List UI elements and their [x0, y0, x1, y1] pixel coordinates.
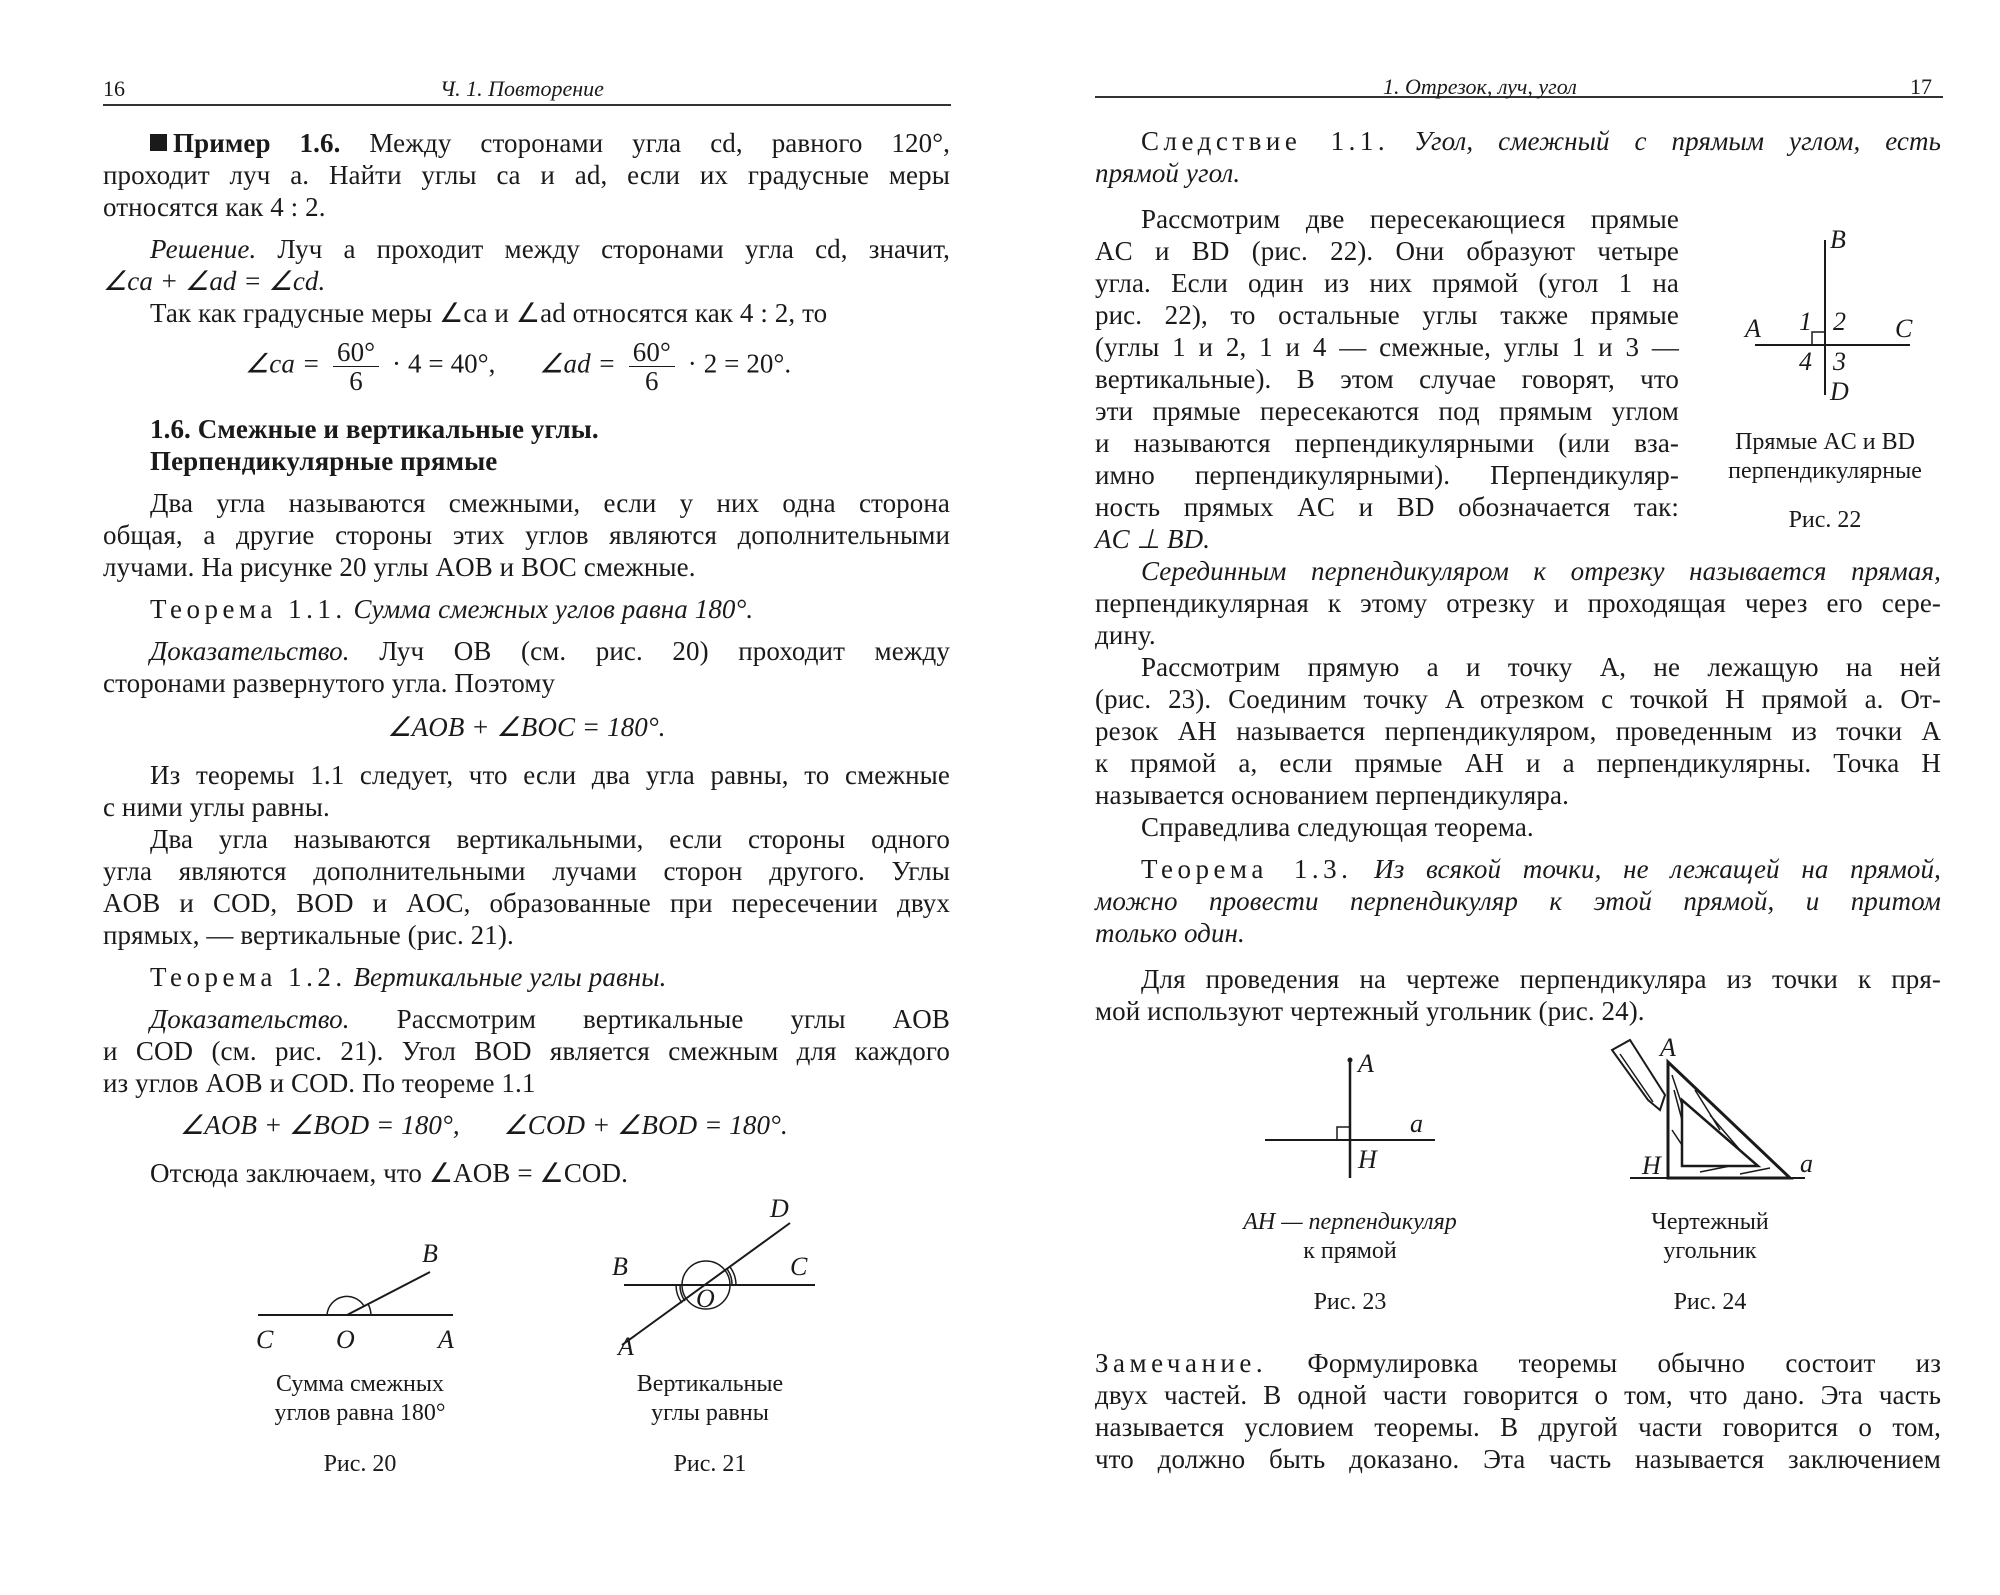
solution-line-2: ∠ca + ∠ad = ∠cd. [103, 266, 326, 296]
section-title-line-1: 1.6. Смежные и вертикальные углы. [150, 414, 599, 444]
example-marker-icon [150, 134, 167, 151]
para-perp-line-2: AC и BD (рис. 22). Они образуют четыре [1095, 236, 1679, 266]
para-consequence-line-1: Из теоремы 1.1 следует, что если два угла равны, то смежные [150, 760, 950, 790]
para-perp-line-7: эти прямые пересекаются под прямым углом [1095, 396, 1679, 426]
header-rule [103, 104, 951, 106]
para-perp-line-5: (углы 1 и 2, 1 и 4 — смежные, углы 1 и 3 — [1095, 332, 1679, 362]
fig23-number: Рис. 23 [1313, 1289, 1387, 1315]
para-point-line-5: называется основанием перпендикуляра. [1095, 780, 1569, 810]
proof-1-line-2: сторонами развернутого угла. Поэтому [103, 668, 556, 698]
angle-arc [327, 1296, 364, 1315]
example-line-3: относятся как 4 : 2. [103, 192, 326, 222]
para-perp-line-3: угла. Если один из них прямой (угол 1 на [1095, 268, 1679, 298]
para-adjacent-line-3: лучами. На рисунке 20 углы AOB и BOC смежные. [103, 552, 696, 582]
fig20-label-b: B [422, 1240, 438, 1268]
fig22-label-a: A [1745, 314, 1761, 343]
figure-20 [250, 1240, 470, 1360]
figure-22 [1735, 220, 1935, 410]
solution-text: Луч a проходит между сторонами угла cd, значит, [277, 234, 950, 264]
proof-label: Доказательство. [150, 636, 350, 666]
para-vertical-line-2: угла являются дополнительными лучами сторон другого. Углы [103, 856, 950, 886]
fig23-label-a-point: A [1358, 1049, 1374, 1078]
fig24-caption-line-2: угольник [1663, 1238, 1757, 1264]
theorem-label: Теорема 1.1. [150, 594, 347, 624]
fig23-label-a-line: a [1410, 1109, 1423, 1138]
pencil-icon [1612, 1040, 1665, 1110]
figure-23 [1250, 1030, 1450, 1205]
fig22-label-b: B [1830, 225, 1846, 254]
theorem-1-1 [150, 594, 753, 626]
theorem-label: Теорема 1.2. [150, 962, 347, 992]
para-vertical-line-3: AOB и COD, BOD и AOC, образованные при пересечении двух [103, 888, 950, 918]
para-perp-line-11: AC ⊥ BD. [1095, 524, 1211, 554]
example-label: Пример 1.6. [173, 128, 341, 158]
para-perp-line-8: и называются перпендикулярными (или вза- [1095, 428, 1679, 458]
proof-text: Рассмотрим вертикальные углы AOB [396, 1004, 950, 1034]
fig20-caption-line-1: Сумма смежных [276, 1371, 444, 1397]
fig22-label-c: C [1895, 314, 1913, 343]
para-vertical-line-1: Два угла называются вертикальными, если стороны одного [150, 824, 950, 854]
section-title-line-2: Перпендикулярные прямые [150, 446, 498, 476]
fig20-number: Рис. 20 [323, 1451, 397, 1477]
theorem-1-3-line-3: только один. [1095, 918, 1245, 948]
fig22-caption-line-2: перпендикулярные [1728, 458, 1922, 484]
right-page [1000, 0, 2000, 1595]
fig21-caption-line-1: Вертикальные [636, 1371, 784, 1397]
para-point-line-1: Рассмотрим прямую a и точку A, не лежащую на ней [1141, 652, 1941, 682]
fig24-label-h: H [1642, 1151, 1661, 1180]
fig20-label-c: C [256, 1325, 274, 1354]
para-bisector-line-1: Серединным перпендикуляром к отрезку называется прямая, [1141, 556, 1941, 586]
fig20-label-a: A [438, 1325, 454, 1354]
theorem-1-3-line-1 [1141, 854, 1941, 886]
para-point-line-4: к прямой a, если прямые AH и a перпендикулярны. Точка H [1095, 748, 1941, 778]
fig24-label-a-line: a [1800, 1149, 1813, 1178]
corollary-line-2: прямой угол. [1095, 158, 1241, 188]
fig22-caption-line-1: Прямые AC и BD [1735, 429, 1915, 455]
fig24-caption-line-1: Чертежный [1651, 1209, 1769, 1235]
corollary-line-1 [1141, 126, 1941, 158]
remark-line-2: двух частей. В одной части говорится о том, что дано. Эта часть [1095, 1380, 1941, 1410]
fig20-label-o: O [336, 1325, 355, 1354]
theorem-text: Из всякой точки, не лежащей на прямой, [1374, 854, 1941, 884]
running-title: 1. Отрезок, луч, угол [1383, 74, 1577, 99]
fig22-angle-1: 1 [1799, 307, 1812, 336]
fig23-caption-line-1: AH — перпендикуляр [1243, 1209, 1457, 1235]
fig22-angle-4: 4 [1799, 347, 1812, 376]
para-bisector-line-3: дину. [1095, 620, 1156, 650]
remark-line-4: что должно быть доказано. Эта часть называется заключением [1095, 1444, 1941, 1474]
example-line-2: проходит луч a. Найти углы ca и ad, если их градусные меры [103, 160, 950, 190]
proof-2-line-2: и COD (см. рис. 21). Угол BOD является смежным для каждого [103, 1036, 950, 1066]
formula-adjacent-sum: ∠AOB + ∠BOC = 180°. [387, 712, 666, 742]
fig22-angle-3: 3 [1833, 347, 1846, 376]
fig21-number: Рис. 21 [673, 1451, 747, 1477]
point-a [1348, 1058, 1353, 1063]
fig23-caption-line-2: к прямой [1303, 1238, 1397, 1264]
fig20-caption-line-2: углов равна 180° [274, 1400, 446, 1426]
proof-2-line-3: из углов AOB и COD. По теореме 1.1 [103, 1068, 536, 1098]
para-drawing-line-1: Для проведения на чертеже перпендикуляра из точки к пря- [1141, 964, 1941, 994]
para-perp-line-10: ность прямых AC и BD обозначается так: [1095, 492, 1679, 522]
proof-2-line-1 [150, 1004, 950, 1036]
remark-label: Замечание. [1095, 1348, 1268, 1378]
fig22-number: Рис. 22 [1788, 507, 1862, 533]
corollary-text: Угол, смежный с прямым углом, есть [1414, 126, 1942, 156]
right-angle-mark [1812, 332, 1825, 345]
fig21-label-o: O [696, 1284, 715, 1313]
running-title: Ч. 1. Повторение [440, 76, 604, 101]
formula-vertical: ∠AOB + ∠BOD = 180°, ∠COD + ∠BOD = 180°. [180, 1110, 788, 1140]
para-drawing-line-2: мой используют чертежный угольник (рис. 24). [1095, 996, 1645, 1026]
para-consequence-line-2: с ними углы равны. [103, 792, 330, 822]
theorem-text: Сумма смежных углов равна 180°. [353, 594, 754, 624]
example-text: Между сторонами угла cd, равного 120°, [369, 128, 950, 158]
para-perp-line-4: рис. 22), то остальные углы также прямые [1095, 300, 1679, 330]
fig21-label-b: B [612, 1252, 628, 1281]
proof-1-line-1 [150, 636, 950, 668]
solution-line-3: Так как градусные меры ∠ca и ∠ad относятся как 4 : 2, то [150, 298, 828, 328]
fig21-label-d: D [770, 1195, 789, 1223]
formula-ratio: ∠ca = $\frac{60^\circ}{6}$ · 4 = 40°, ∠ad = $\frac{60^\circ}{6}$ · 2 = 20°. [245, 337, 792, 396]
figure-24 [1590, 1030, 1840, 1205]
fig21-label-c: C [790, 1252, 808, 1281]
fig21-caption-line-2: углы равны [651, 1400, 769, 1426]
para-adjacent-line-2: общая, а другие стороны этих углов являются дополнительными [103, 520, 950, 550]
theorem-text: Вертикальные углы равны. [353, 962, 667, 992]
page-number: 17 [1910, 74, 1932, 99]
para-adjacent-line-1: Два угла называются смежными, если у них одна сторона [150, 488, 950, 518]
remark-text: Формулировка теоремы обычно состоит из [1307, 1348, 1941, 1378]
proof-text: Луч OB (см. рис. 20) проходит между [379, 636, 950, 666]
para-bisector-line-2: перпендикулярная к этому отрезку и проходящая через его сере- [1095, 588, 1941, 618]
theorem-label: Теорема 1.3. [1141, 854, 1353, 884]
fig22-label-d: D [1830, 377, 1849, 406]
para-perp-line-9: имно перпендикулярными). Перпендикуляр- [1095, 460, 1679, 490]
remark-line-1 [1095, 1348, 1941, 1380]
figure-21 [600, 1195, 830, 1360]
para-fair: Справедлива следующая теорема. [1141, 812, 1534, 842]
ray-ob [347, 1272, 430, 1315]
right-angle-mark [1337, 1127, 1350, 1140]
remark-line-3: называется условием теоремы. В другой части говорится о том, [1095, 1412, 1941, 1442]
fig22-angle-2: 2 [1833, 307, 1846, 336]
angle-arc-2 [368, 1304, 371, 1315]
conclusion: Отсюда заключаем, что ∠AOB = ∠COD. [150, 1158, 628, 1188]
solution-label: Решение. [150, 234, 257, 264]
para-point-line-3: резок AH называется перпендикуляром, проведенным из точки A [1095, 716, 1941, 746]
para-point-line-2: (рис. 23). Соединим точку A отрезком с точкой H прямой a. От- [1095, 684, 1941, 714]
corollary-label: Следствие 1.1. [1141, 126, 1390, 156]
page-number: 16 [103, 76, 125, 101]
theorem-1-3-line-2: можно провести перпендикуляр к этой прямой, и притом [1095, 886, 1941, 916]
solution-line-1 [150, 234, 950, 266]
proof-label: Доказательство. [150, 1004, 350, 1034]
fig24-number: Рис. 24 [1673, 1289, 1747, 1315]
para-vertical-line-4: прямых, — вертикальные (рис. 21). [103, 920, 514, 950]
theorem-1-2 [150, 962, 667, 994]
para-perp-line-1: Рассмотрим две пересекающиеся прямые [1141, 204, 1679, 234]
example-line-1 [150, 128, 950, 160]
fig21-label-a: A [618, 1332, 634, 1360]
para-perp-line-6: вертикальные). В этом случае говорят, что [1095, 364, 1679, 394]
fig23-label-h: H [1358, 1145, 1377, 1174]
fig24-label-a-point: A [1660, 1033, 1676, 1062]
